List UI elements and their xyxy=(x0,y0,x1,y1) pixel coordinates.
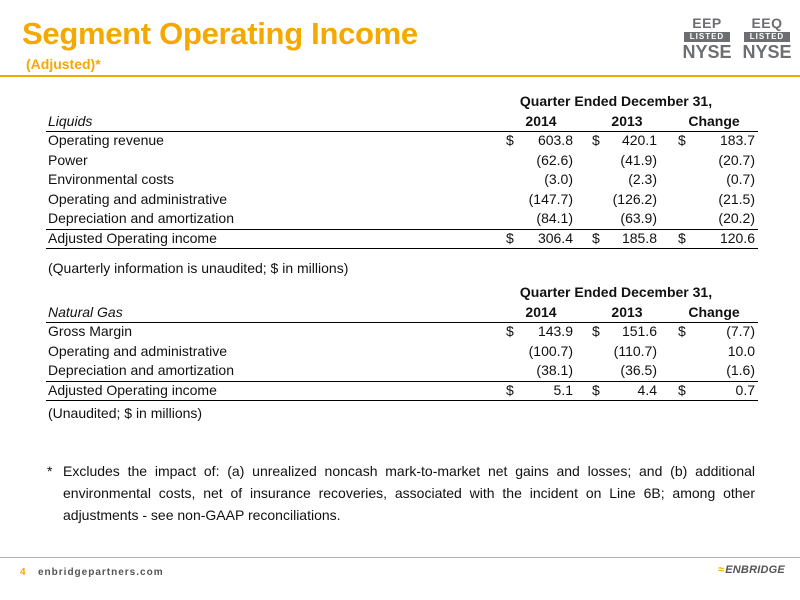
value-v2014: 5.1 xyxy=(553,381,573,398)
liquids-note: (Quarterly information is unaudited; $ in millions) xyxy=(48,260,349,276)
page-title: Segment Operating Income xyxy=(22,16,418,51)
value-v2014: (147.7) xyxy=(528,190,573,207)
period-header-row xyxy=(46,283,758,303)
column-header: Change xyxy=(688,303,740,320)
footnote-text: Excludes the impact of: (a) unrealized noncash mark-to-market net gains and losses; and (b) additional environmental costs, net of insurance recoveries, associated with the incident on Line 6B; among other adjustments - see non-GAAP reconciliations. xyxy=(63,463,755,523)
natural-gas-note: (Unaudited; $ in millions) xyxy=(48,405,203,421)
table-row xyxy=(46,229,758,249)
currency-symbol: $ xyxy=(678,229,686,246)
currency-symbol: $ xyxy=(592,323,600,339)
currency-symbol: $ xyxy=(506,323,514,339)
row-label: Adjusted Operating income xyxy=(48,229,217,246)
row-label: Operating and administrative xyxy=(48,342,227,359)
total-underline xyxy=(46,248,758,249)
currency-symbol: $ xyxy=(592,229,600,246)
footer-divider xyxy=(0,557,800,558)
value-v2013: (63.9) xyxy=(620,210,657,226)
value-v2013: (2.3) xyxy=(628,171,657,187)
period-header: Quarter Ended December 31, xyxy=(519,284,713,300)
currency-symbol: $ xyxy=(592,381,600,398)
value-v2014: (84.1) xyxy=(536,210,573,226)
brand-name: ENBRIDGE xyxy=(725,564,785,576)
row-label: Environmental costs xyxy=(48,171,175,187)
footnote-marker: * xyxy=(47,463,53,479)
column-header-row xyxy=(46,112,758,132)
value-change: 10.0 xyxy=(727,342,755,359)
table-row xyxy=(46,151,758,171)
value-v2013: (110.7) xyxy=(613,342,657,359)
currency-symbol: $ xyxy=(506,229,514,246)
column-header: 2013 xyxy=(611,303,643,320)
eeq-nyse-logo xyxy=(741,16,793,63)
value-change: (1.6) xyxy=(726,362,755,378)
footnote xyxy=(47,460,755,526)
value-change: 0.7 xyxy=(735,381,755,398)
value-v2013: 151.6 xyxy=(621,323,657,339)
value-change: 183.7 xyxy=(719,132,755,148)
row-label: Adjusted Operating income xyxy=(48,381,217,398)
row-label: Depreciation and amortization xyxy=(48,210,234,226)
column-header: 2014 xyxy=(525,112,557,129)
enbridge-mark-icon: ≈ xyxy=(718,564,725,576)
table-row xyxy=(46,381,758,401)
table-row xyxy=(46,209,758,229)
currency-symbol: $ xyxy=(678,132,686,148)
column-header: 2014 xyxy=(525,303,557,320)
row-label: Operating revenue xyxy=(48,132,164,148)
table-row xyxy=(46,342,758,362)
logo-badge: LISTED xyxy=(744,32,790,42)
eep-nyse-logo xyxy=(681,16,733,63)
column-header: 2013 xyxy=(611,112,643,129)
logo-exchange: NYSE xyxy=(682,42,732,62)
logo-ticker: EEP xyxy=(692,15,722,31)
value-v2014: (3.0) xyxy=(544,171,573,187)
website-link[interactable]: enbridgepartners.com xyxy=(38,567,164,578)
value-change: (21.5) xyxy=(718,190,755,207)
row-label: Gross Margin xyxy=(48,323,133,339)
table-row xyxy=(46,322,758,342)
period-header: Quarter Ended December 31, xyxy=(519,93,713,109)
currency-symbol: $ xyxy=(678,323,686,339)
table-row xyxy=(46,190,758,210)
value-v2013: 185.8 xyxy=(621,229,657,246)
value-change: (20.7) xyxy=(718,151,755,168)
value-v2014: (62.6) xyxy=(536,151,573,168)
value-v2013: 420.1 xyxy=(621,132,657,148)
column-header-row xyxy=(46,303,758,323)
natural-gas-table xyxy=(46,283,758,400)
logo-exchange: NYSE xyxy=(742,42,792,62)
value-v2013: (41.9) xyxy=(620,151,657,168)
value-v2014: (38.1) xyxy=(536,362,573,378)
listing-logos xyxy=(681,16,793,63)
page-subtitle: (Adjusted)* xyxy=(26,56,101,72)
value-change: (20.2) xyxy=(718,210,755,226)
currency-symbol: $ xyxy=(678,381,686,398)
value-change: (0.7) xyxy=(726,171,755,187)
currency-symbol: $ xyxy=(506,132,514,148)
page-number: 4 xyxy=(20,567,26,578)
table-row xyxy=(46,131,758,151)
value-v2014: 143.9 xyxy=(537,323,573,339)
segment-name: Natural Gas xyxy=(48,303,123,320)
header-divider xyxy=(0,75,800,77)
value-v2014: 306.4 xyxy=(537,229,573,246)
value-change: (7.7) xyxy=(726,323,755,339)
row-label: Power xyxy=(48,151,88,168)
value-v2014: (100.7) xyxy=(528,342,573,359)
currency-symbol: $ xyxy=(506,381,514,398)
liquids-table xyxy=(46,92,758,248)
logo-badge: LISTED xyxy=(684,32,730,42)
column-header: Change xyxy=(688,112,740,129)
value-change: 120.6 xyxy=(719,229,755,246)
logo-ticker: EEQ xyxy=(751,15,783,31)
table-row xyxy=(46,170,758,190)
table-row xyxy=(46,361,758,381)
value-v2013: (126.2) xyxy=(612,190,657,207)
segment-name: Liquids xyxy=(48,112,93,129)
row-label: Depreciation and amortization xyxy=(48,362,234,378)
value-v2013: (36.5) xyxy=(620,362,657,378)
period-header-row xyxy=(46,92,758,112)
currency-symbol: $ xyxy=(592,132,600,148)
value-v2013: 4.4 xyxy=(637,381,657,398)
value-v2014: 603.8 xyxy=(537,132,573,148)
enbridge-logo xyxy=(718,564,785,576)
total-underline xyxy=(46,400,758,401)
row-label: Operating and administrative xyxy=(48,190,227,207)
